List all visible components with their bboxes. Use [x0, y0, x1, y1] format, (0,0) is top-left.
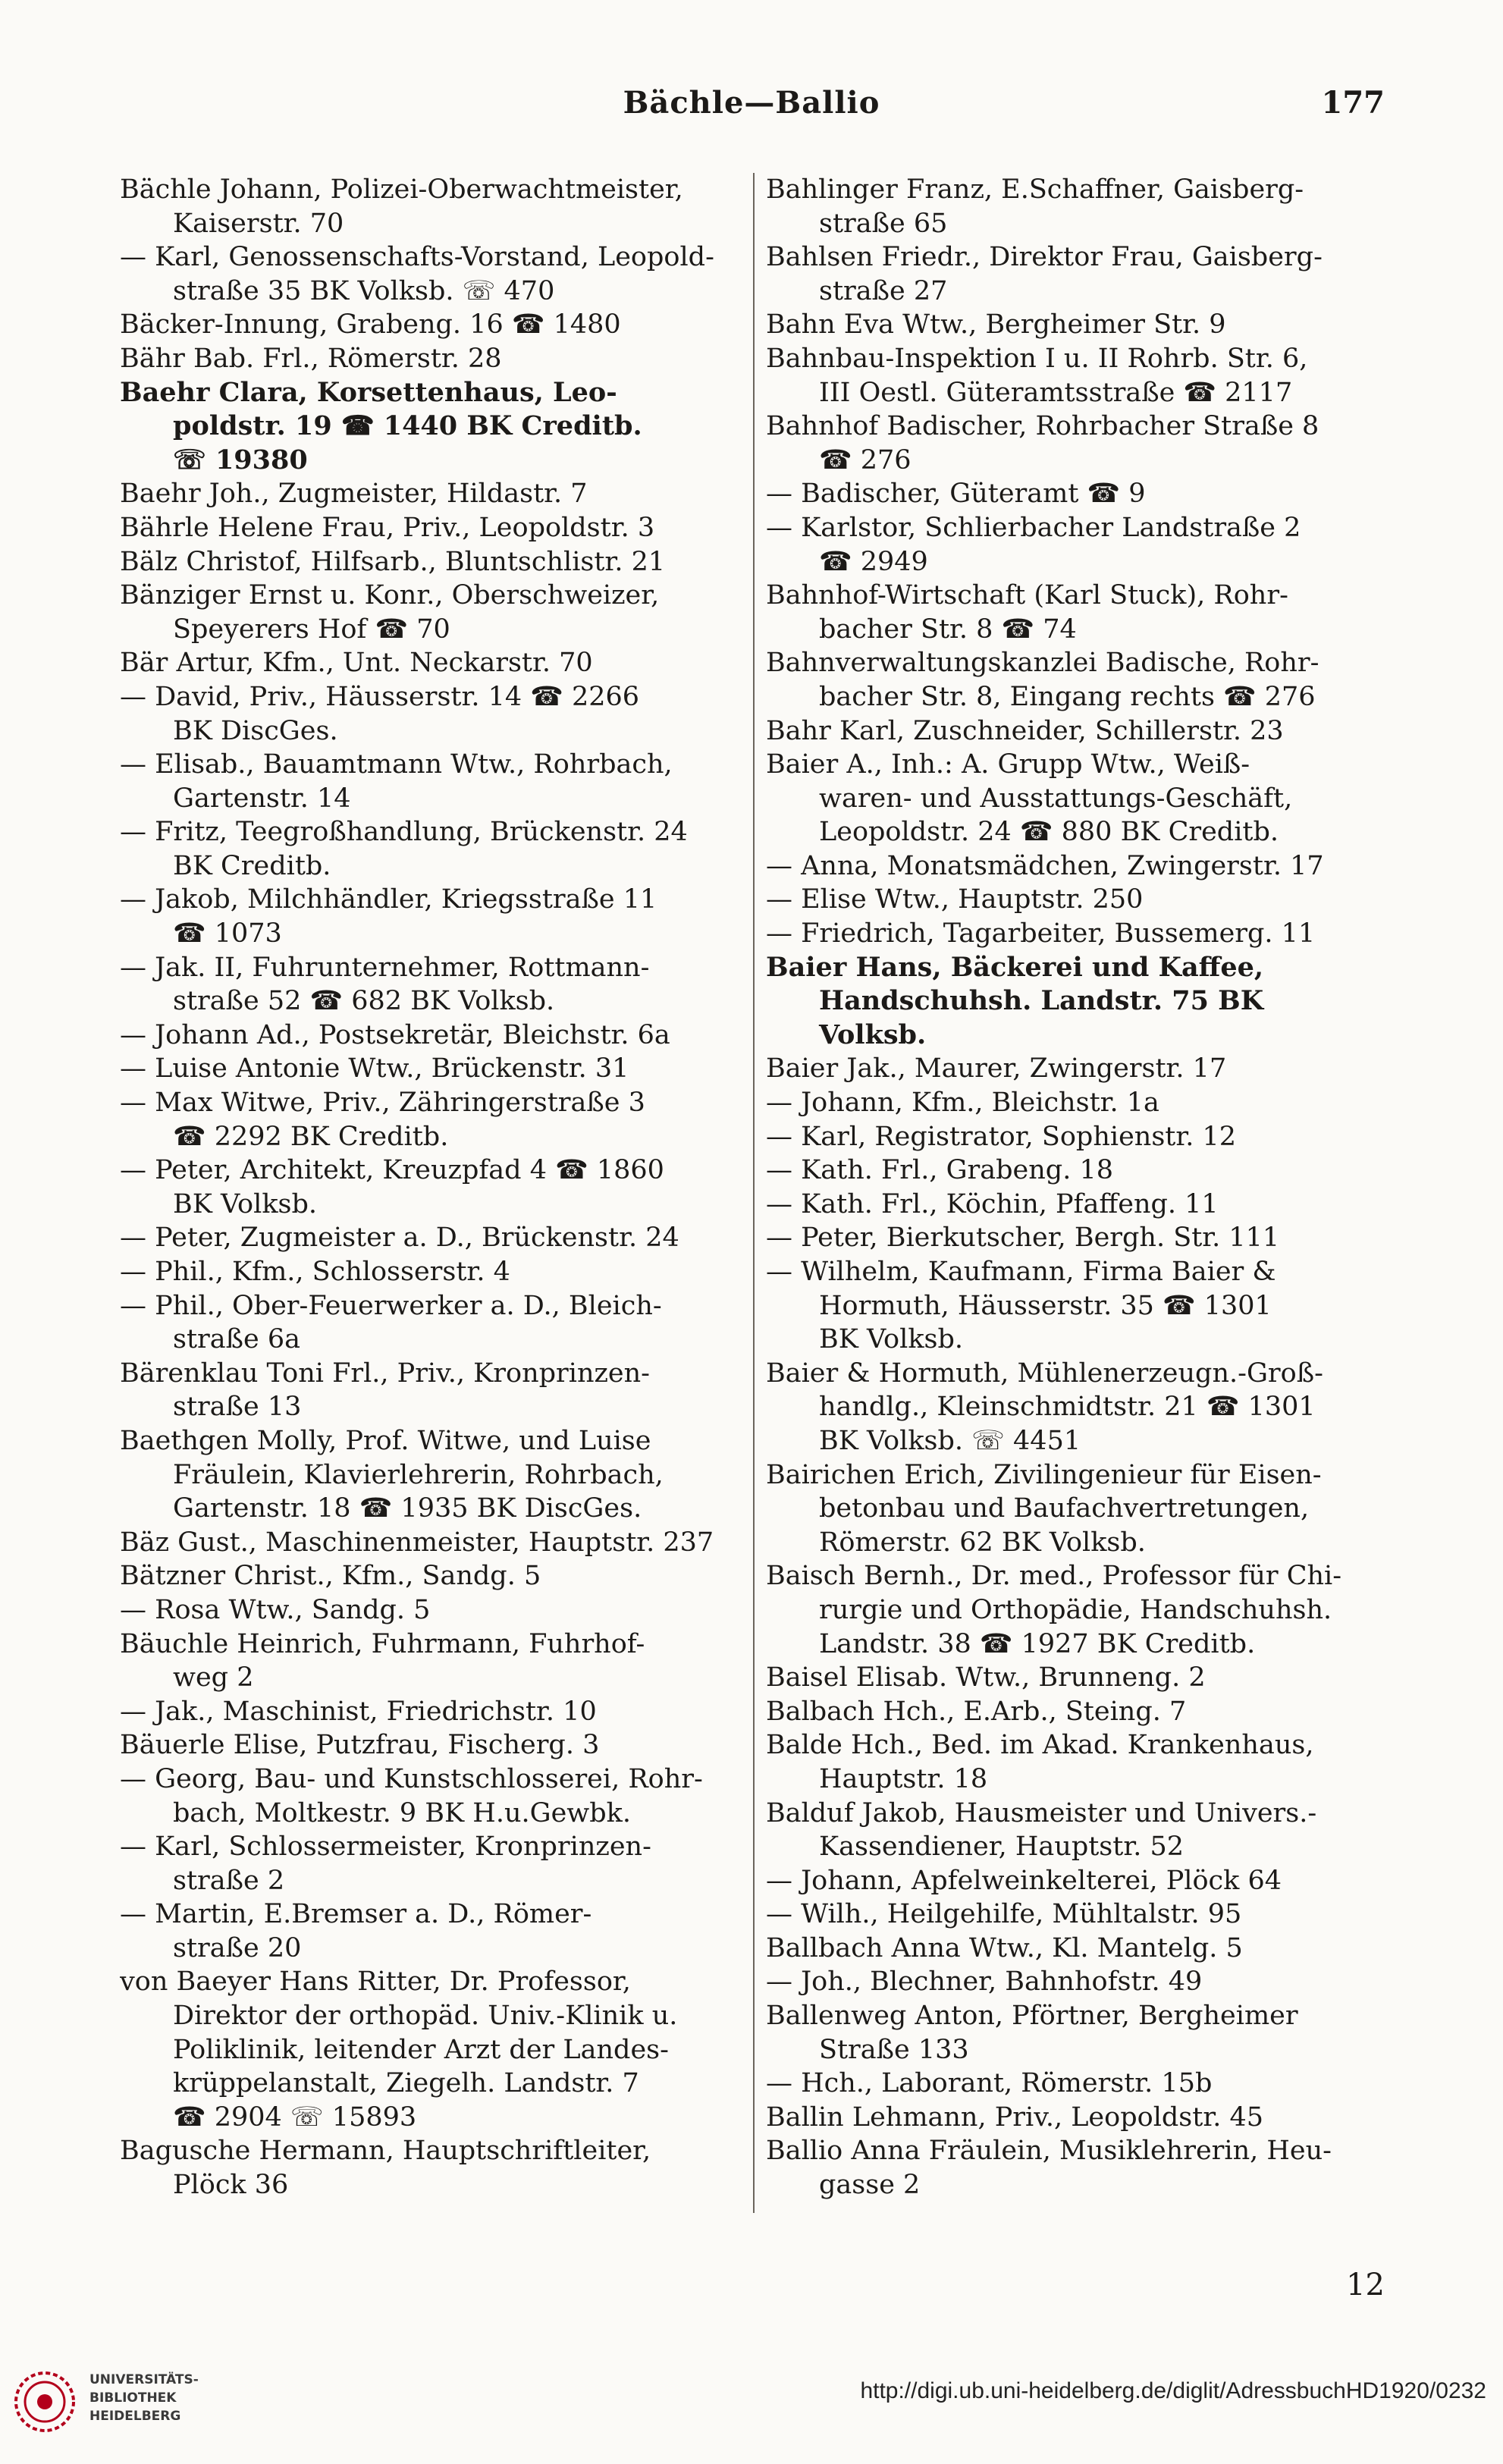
directory-entry [120, 1052, 734, 1086]
entry-line: Bäcker-Innung, Grabeng. 16 ☎ 1480 [120, 309, 621, 341]
entry-line: Bairichen Erich, Zivilingenieur für Eisen- [766, 1459, 1322, 1490]
entry-continuation-line: bach, Moltkestr. 9 BK H.u.Gewbk. [173, 1797, 631, 1828]
entry-line: Ballin Lehmann, Priv., Leopoldstr. 45 [766, 2101, 1263, 2133]
entry-line: Bälz Christof, Hilfsarb., Bluntschlistr. 21 [120, 546, 666, 577]
directory-entry [766, 342, 1380, 410]
entry-line: — Georg, Bau- und Kunstschlosserei, Rohr- [120, 1763, 703, 1794]
entry-line: — Jak. II, Fuhrunternehmer, Rottmann- [120, 952, 650, 983]
directory-entry [766, 1797, 1380, 1864]
entry-line: Bätzner Christ., Kfm., Sandg. 5 [120, 1561, 541, 1592]
entry-continuation-line: ☏ 19380 [173, 444, 308, 476]
entry-continuation-line: Hormuth, Häusserstr. 35 ☎ 1301 [819, 1290, 1272, 1321]
entry-continuation-line: Hauptstr. 18 [819, 1763, 988, 1794]
directory-entry [766, 2101, 1380, 2135]
entry-line: — Johann, Apfelweinkelterei, Plöck 64 [766, 1865, 1282, 1896]
entry-continuation-line: Leopoldstr. 24 ☎ 880 BK Creditb. [819, 817, 1279, 848]
entry-continuation-line: BK Creditb. [173, 850, 331, 881]
entry-continuation-line: BK DiscGes. [173, 715, 338, 746]
entry-continuation-line: Fräulein, Klavierlehrerin, Rohrbach, [173, 1459, 664, 1490]
directory-entry [120, 883, 734, 950]
entry-line: — Karl, Genossenschafts-Vorstand, Leopold- [120, 242, 714, 273]
entry-continuation-line: waren- und Ausstattungs-Geschäft, [819, 783, 1293, 814]
entry-line: Balde Hch., Bed. im Akad. Krankenhaus, [766, 1730, 1314, 1761]
entry-line: — Friedrich, Tagarbeiter, Bussemerg. 11 [766, 918, 1316, 950]
entry-line: — Elisab., Bauamtmann Wtw., Rohrbach, [120, 749, 673, 780]
entry-continuation-line: krüppelanstalt, Ziegelh. Landstr. 7 [173, 2068, 639, 2099]
directory-entry [120, 477, 734, 511]
entry-continuation-line: ☎ 276 [819, 444, 912, 476]
entry-line: Bahnhof-Wirtschaft (Karl Stuck), Rohr- [766, 580, 1288, 611]
entry-line: Baehr Clara, Korsettenhaus, Leo- [120, 376, 617, 408]
directory-entry [766, 1458, 1380, 1560]
directory-entry [120, 1897, 734, 1965]
entry-line: — Karl, Schlossermeister, Kronprinzen- [120, 1832, 651, 1863]
directory-entry [120, 308, 734, 342]
directory-entry [120, 1627, 734, 1695]
directory-entry [766, 748, 1380, 849]
directory-entry [766, 1999, 1380, 2067]
entry-continuation-line: betonbau und Baufachvertretungen, [819, 1493, 1310, 1524]
directory-entry [766, 951, 1380, 1053]
entry-continuation-line: straße 2 [173, 1865, 285, 1896]
directory-entry [766, 849, 1380, 884]
entry-line: Bahnbau-Inspektion I u. II Rohrb. Str. 6, [766, 343, 1308, 374]
library-name-line: BIBLIOTHEK [89, 2390, 177, 2406]
footer [0, 2359, 1503, 2464]
directory-entry [120, 545, 734, 579]
directory-entry [766, 1357, 1380, 1458]
entry-line: — Johann Ad., Postsekretär, Bleichstr. 6a [120, 1019, 670, 1050]
entry-line: Bäz Gust., Maschinenmeister, Hauptstr. 237 [120, 1527, 714, 1558]
entry-line: Ballenweg Anton, Pförtner, Bergheimer [766, 2001, 1298, 2032]
right-column [766, 173, 1380, 2202]
entry-line: — Badischer, Güteramt ☎ 9 [766, 479, 1146, 510]
entry-continuation-line: straße 6a [173, 1324, 300, 1355]
entry-line: — Kath. Frl., Grabeng. 18 [766, 1155, 1113, 1186]
entry-line: Bahlsen Friedr., Direktor Frau, Gaisberg- [766, 242, 1323, 273]
directory-entry [120, 1019, 734, 1053]
entry-continuation-line: III Oestl. Güteramtsstraße ☎ 2117 [819, 377, 1293, 408]
entry-line: Bärenklau Toni Frl., Priv., Kronprinzen- [120, 1358, 651, 1389]
entry-line: Bahn Eva Wtw., Bergheimer Str. 9 [766, 309, 1226, 341]
entry-line: Baguschе Hermann, Hauptschriftleiter, [120, 2136, 651, 2167]
directory-entry [766, 1965, 1380, 1999]
directory-entry [120, 1728, 734, 1762]
entry-line: Baier & Hormuth, Mühlenerzeugn.-Groß- [766, 1358, 1323, 1389]
entry-line: Bahnverwaltungskanzlei Badische, Rohr- [766, 648, 1319, 679]
entry-continuation-line: straße 35 BK Volksb. ☏ 470 [173, 275, 555, 306]
entry-continuation-line: straße 65 [819, 208, 948, 239]
directory-entry [766, 2067, 1380, 2101]
entry-continuation-line: Direktor der orthopäd. Univ.-Klinik u. [173, 2001, 678, 2032]
entry-continuation-line: straße 52 ☎ 682 BK Volksb. [173, 986, 555, 1017]
entry-continuation-line: ☎ 1073 [173, 918, 282, 950]
directory-entry [120, 1526, 734, 1560]
entry-line: Bär Artur, Kfm., Unt. Neckarstr. 70 [120, 648, 593, 679]
entry-line: Bahlinger Franz, E.Schaffner, Gaisberg- [766, 174, 1304, 205]
directory-entry [120, 1424, 734, 1526]
directory-entry [120, 1593, 734, 1627]
directory-entry [120, 376, 734, 478]
entry-line: — Luise Antonie Wtw., Brückenstr. 31 [120, 1053, 629, 1084]
directory-entry [766, 714, 1380, 749]
entry-line: Baier A., Inh.: A. Grupp Wtw., Weiß- [766, 749, 1250, 780]
entry-line: — Kath. Frl., Köchin, Pfaffeng. 11 [766, 1188, 1219, 1219]
entry-line: Baisch Bernh., Dr. med., Professor für Chi- [766, 1561, 1342, 1592]
entry-line: Bächle Johann, Polizei-Oberwachtmeister, [120, 174, 683, 205]
directory-entry [766, 917, 1380, 951]
directory-entry [766, 1559, 1380, 1661]
entry-line: Bäuchle Heinrich, Fuhrmann, Fuhrhof- [120, 1628, 645, 1659]
entry-line: — David, Priv., Häusserstr. 14 ☎ 2266 [120, 681, 640, 712]
entry-continuation-line: Gartenstr. 18 ☎ 1935 BK DiscGes. [173, 1493, 642, 1524]
entry-line: Bahr Karl, Zuschneider, Schillerstr. 23 [766, 715, 1284, 746]
entry-line: — Karl, Registrator, Sophienstr. 12 [766, 1121, 1237, 1152]
directory-entry [766, 1864, 1380, 1898]
entry-continuation-line: Poliklinik, leitender Arzt der Landes- [173, 2034, 669, 2065]
directory-entry [120, 748, 734, 815]
left-column [120, 173, 734, 2202]
entry-continuation-line: Speyerers Hof ☎ 70 [173, 614, 450, 645]
directory-entry [120, 1154, 734, 1221]
entry-continuation-line: gasse 2 [819, 2170, 921, 2201]
entry-line: — Max Witwe, Priv., Zähringerstraße 3 [120, 1088, 645, 1119]
entry-line: — Jakob, Milchhändler, Kriegsstraße 11 [120, 884, 657, 915]
entry-line: — Jak., Maschinist, Friedrichstr. 10 [120, 1696, 597, 1727]
entry-line: Baier Hans, Bäckerei und Kaffee, [766, 951, 1264, 983]
directory-entry [120, 511, 734, 545]
entry-line: Baisel Elisab. Wtw., Brunneng. 2 [766, 1662, 1206, 1693]
entry-line: Bährle Helene Frau, Priv., Leopoldstr. 3 [120, 512, 655, 543]
entry-line: Bäuerle Elise, Putzfrau, Fischerg. 3 [120, 1730, 600, 1761]
library-name-line: HEIDELBERG [89, 2409, 181, 2424]
directory-entry [766, 173, 1380, 240]
directory-entry [766, 579, 1380, 646]
entry-line: Ballio Anna Fräulein, Musiklehrerin, Heu- [766, 2136, 1332, 2167]
directory-entry [766, 1086, 1380, 1120]
running-title: Bächle—Ballio [623, 85, 880, 121]
entry-continuation-line: BK Volksb. ☏ 4451 [819, 1425, 1081, 1456]
directory-entry [120, 1830, 734, 1897]
directory-entry [120, 680, 734, 748]
directory-entry [766, 240, 1380, 308]
entry-line: — Anna, Monatsmädchen, Zwingerstr. 17 [766, 850, 1324, 881]
directory-entry [120, 646, 734, 680]
entry-line: von Baeyer Hans Ritter, Dr. Professor, [120, 1966, 631, 1998]
entry-continuation-line: ☎ 2292 BK Creditb. [173, 1121, 449, 1152]
entry-line: — Elise Wtw., Hauptstr. 250 [766, 884, 1144, 915]
directory-entry [120, 1965, 734, 2134]
entry-line: Ballbach Anna Wtw., Kl. Mantelg. 5 [766, 1932, 1243, 1963]
directory-entry [120, 1762, 734, 1830]
directory-entry [766, 1695, 1380, 1729]
library-name [89, 2371, 199, 2425]
entry-continuation-line: handlg., Kleinschmidtstr. 21 ☎ 1301 [819, 1392, 1316, 1423]
directory-entry [766, 1255, 1380, 1357]
directory-entry [120, 1695, 734, 1729]
directory-entry [766, 1154, 1380, 1188]
directory-entry [120, 1559, 734, 1593]
directory-entry [120, 579, 734, 646]
library-name-line: UNIVERSITÄTS- [89, 2372, 199, 2387]
directory-entry [766, 1661, 1380, 1695]
entry-line: Bahnhof Badischer, Rohrbacher Straße 8 [766, 411, 1319, 442]
entry-continuation-line: bacher Str. 8 ☎ 74 [819, 614, 1077, 645]
page-number: 177 [1321, 85, 1385, 121]
entry-line: — Joh., Blechner, Bahnhofstr. 49 [766, 1966, 1203, 1998]
entry-line: — Fritz, Teegroßhandlung, Brückenstr. 24 [120, 817, 688, 848]
entry-continuation-line: Gartenstr. 14 [173, 783, 351, 814]
entry-line: — Phil., Ober-Feuerwerker a. D., Bleich- [120, 1290, 662, 1321]
directory-entry [120, 1086, 734, 1154]
entry-continuation-line: BK Volksb. [173, 1188, 318, 1219]
directory-entry [766, 646, 1380, 714]
directory-entry [766, 1932, 1380, 1966]
entry-continuation-line: Römerstr. 62 BK Volksb. [819, 1527, 1146, 1558]
entry-line: Bänziger Ernst u. Konr., Oberschweizer, [120, 580, 660, 611]
entry-line: — Rosa Wtw., Sandg. 5 [120, 1594, 431, 1625]
entry-continuation-line: Volksb. [819, 1019, 927, 1050]
directory-entry [120, 173, 734, 240]
entry-line: — Peter, Bierkutscher, Bergh. Str. 111 [766, 1223, 1280, 1254]
entry-line: — Wilh., Heilgehilfe, Mühltalstr. 95 [766, 1899, 1242, 1930]
entry-line: — Karlstor, Schlierbacher Landstraße 2 [766, 512, 1301, 543]
directory-entry [766, 1897, 1380, 1932]
entry-continuation-line: Kaiserstr. 70 [173, 208, 344, 239]
entry-continuation-line: weg 2 [173, 1662, 254, 1693]
directory-entry [766, 883, 1380, 917]
directory-entry [120, 2134, 734, 2202]
entry-line: — Phil., Kfm., Schlosserstr. 4 [120, 1257, 510, 1287]
entry-continuation-line: Landstr. 38 ☎ 1927 BK Creditb. [819, 1628, 1256, 1659]
directory-entry [766, 1728, 1380, 1796]
directory-entry [766, 1221, 1380, 1255]
entry-line: — Peter, Architekt, Kreuzpfad 4 ☎ 1860 [120, 1155, 664, 1186]
directory-entry [766, 410, 1380, 477]
entry-line: — Peter, Zugmeister a. D., Brückenstr. 24 [120, 1223, 679, 1254]
entry-line: — Wilhelm, Kaufmann, Firma Baier & [766, 1257, 1276, 1287]
library-seal-icon [11, 2368, 79, 2436]
directory-entry [120, 815, 734, 883]
directory-entry [120, 240, 734, 308]
entry-continuation-line: Handschuhsh. Landstr. 75 BK [819, 985, 1264, 1017]
directory-entry [766, 2134, 1380, 2202]
directory-entry [766, 308, 1380, 342]
directory-entry [766, 511, 1380, 579]
entry-line: — Hch., Laborant, Römerstr. 15b [766, 2068, 1213, 2099]
directory-entry [766, 1052, 1380, 1086]
entry-line: Balbach Hch., E.Arb., Steing. 7 [766, 1696, 1187, 1727]
signature-mark: 12 [1346, 2268, 1385, 2302]
entry-continuation-line: straße 13 [173, 1392, 302, 1423]
entry-continuation-line: ☎ 2949 [819, 546, 928, 577]
directory-entry [766, 477, 1380, 511]
directory-entry [120, 1357, 734, 1424]
entry-line: Baier Jak., Maurer, Zwingerstr. 17 [766, 1053, 1227, 1084]
entry-continuation-line: straße 20 [173, 1932, 302, 1963]
page-header [0, 85, 1503, 138]
directory-entry [120, 342, 734, 376]
entry-line: Bähr Bab. Frl., Römerstr. 28 [120, 343, 502, 374]
source-url[interactable]: http://digi.ub.uni-heidelberg.de/diglit/AdressbuchHD1920/0232 [860, 2378, 1486, 2403]
entry-line: Balduf Jakob, Hausmeister und Univers.- [766, 1797, 1317, 1828]
column-divider [753, 173, 755, 2213]
entry-continuation-line: bacher Str. 8, Eingang rechts ☎ 276 [819, 681, 1316, 712]
directory-entry [120, 1221, 734, 1255]
directory-entry [120, 1289, 734, 1357]
entry-line: Baethgen Molly, Prof. Witwe, und Luise [120, 1425, 651, 1456]
entry-continuation-line: BK Volksb. [819, 1324, 964, 1355]
directory-entry [120, 1255, 734, 1289]
entry-continuation-line: Plöck 36 [173, 2170, 289, 2201]
entry-line: — Martin, E.Bremser a. D., Römer- [120, 1899, 592, 1930]
entry-continuation-line: Kassendiener, Hauptstr. 52 [819, 1832, 1184, 1863]
entry-line: Baehr Joh., Zugmeister, Hildastr. 7 [120, 479, 588, 510]
entry-continuation-line: straße 27 [819, 275, 948, 306]
entry-continuation-line: poldstr. 19 ☎ 1440 BK Creditb. [173, 410, 642, 442]
entry-continuation-line: Straße 133 [819, 2034, 969, 2065]
entry-continuation-line: ☎ 2904 ☏ 15893 [173, 2101, 417, 2133]
directory-entry [766, 1120, 1380, 1154]
directory-entry [120, 951, 734, 1019]
entry-continuation-line: rurgie und Orthopädie, Handschuhsh. [819, 1594, 1332, 1625]
directory-entry [766, 1188, 1380, 1222]
entry-line: — Johann, Kfm., Bleichstr. 1a [766, 1088, 1159, 1119]
